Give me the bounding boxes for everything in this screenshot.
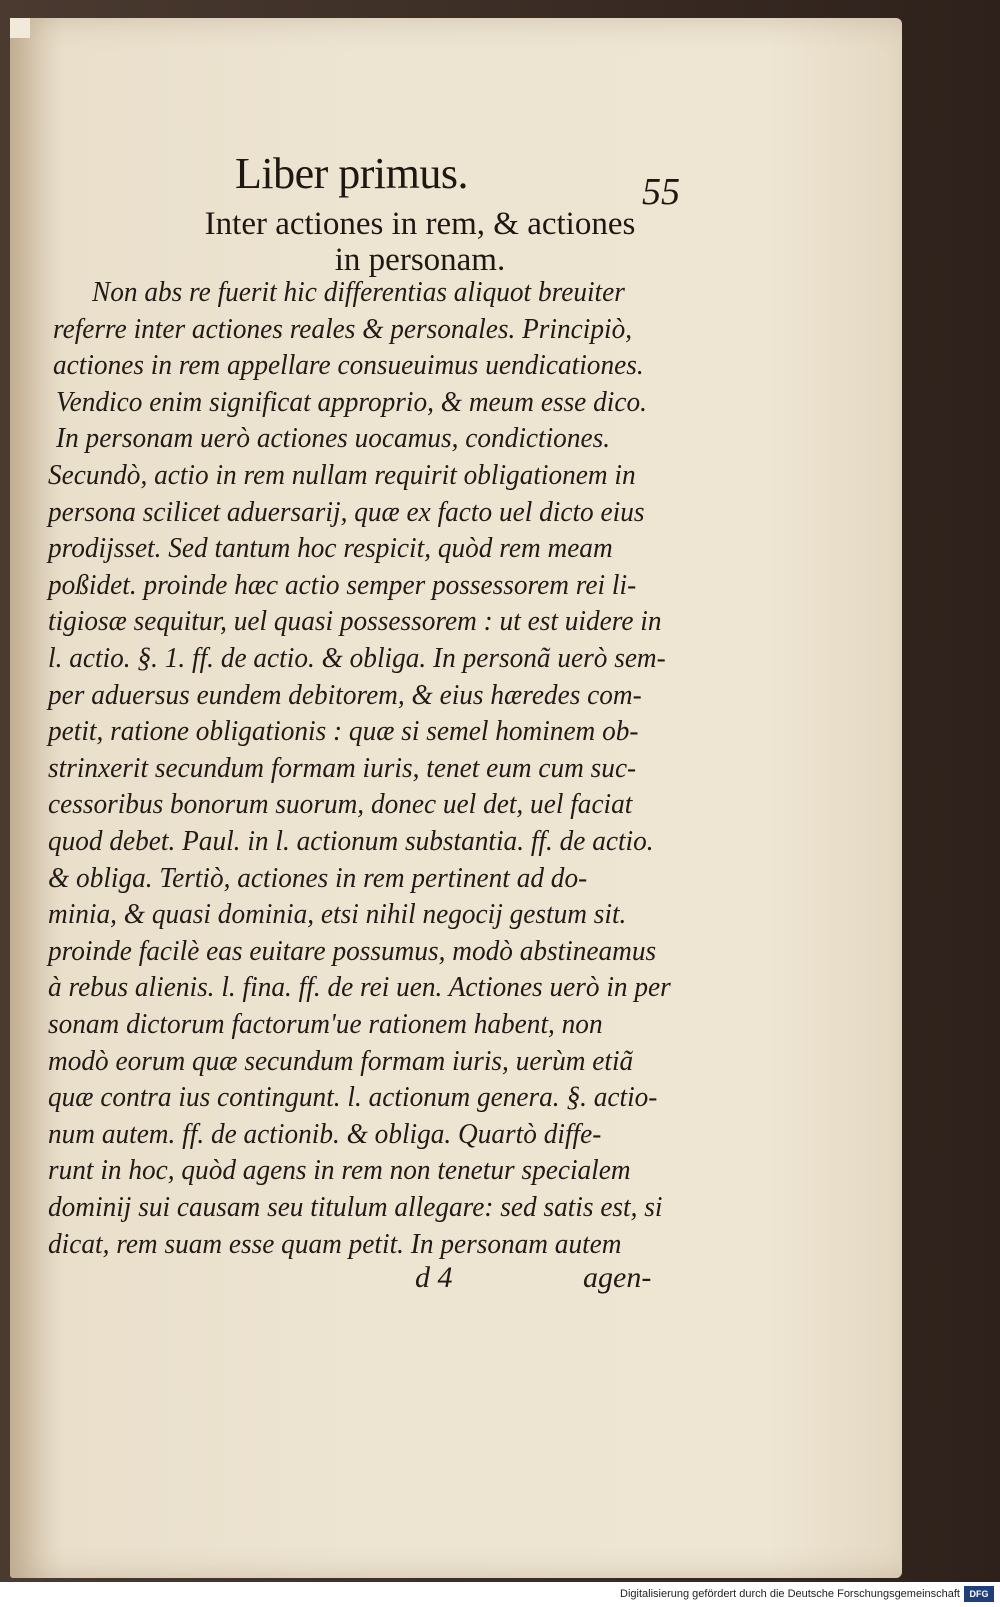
catchword: agen- [583, 1261, 652, 1294]
text-line: Non abs re fuerit hic differentias aliquot breuiter [92, 276, 625, 308]
text-line: dominij sui causam seu titulum allegare: sed satis est, si [48, 1191, 663, 1223]
text-line: In personam uerò actiones uocamus, condictiones. [56, 422, 611, 455]
text-line: prodijsset. Sed tantum hoc respicit, quòd rem meam [48, 532, 613, 565]
text-line: persona scilicet aduersarij, quæ ex facto uel dicto eius [48, 495, 645, 528]
text-line: l. actio. §. 1. ff. de actio. & obliga. In personã uerò sem- [48, 642, 666, 674]
section-heading-line1: Inter actiones in rem, & actiones [204, 206, 636, 242]
text-line: à rebus alienis. l. fina. ff. de rei uen. Actiones uerò in per [48, 971, 671, 1004]
book-page [10, 18, 902, 1578]
dfg-logo: DFG [964, 1586, 994, 1602]
text-line: num autem. ff. de actionib. & obliga. Quartò diffe- [48, 1117, 602, 1150]
text-line: Secundò, actio in rem nullam requirit obligationem in [48, 459, 636, 491]
text-line: quæ contra ius contingunt. l. actionum genera. §. actio- [48, 1081, 658, 1114]
section-heading-line2: in personam. [334, 242, 506, 278]
text-line: tigiosæ sequitur, uel quasi possessorem : ut est uidere in [48, 605, 662, 638]
text-line: strinxerit secundum formam iuris, tenet eum cum suc- [48, 751, 637, 784]
text-line: referre inter actiones reales & personales. Principiò, [53, 312, 633, 345]
folio-number: 55 [642, 171, 680, 213]
text-line: modò eorum quæ secundum formam iuris, uerùm etiã [48, 1044, 634, 1077]
text-line: Vendico enim significat approprio, & meum esse dico. [56, 385, 647, 418]
text-line: quod debet. Paul. in l. actionum substantia. ff. de actio. [48, 825, 654, 857]
footer-bar [0, 1582, 1000, 1607]
running-head: Liber primus. [235, 149, 469, 198]
text-line: minia, & quasi dominia, etsi nihil negocij gestum sit. [48, 898, 627, 931]
text-line: & obliga. Tertiò, actiones in rem pertinent ad do- [48, 861, 588, 894]
text-line: proinde facilè eas euitare possumus, modò abstineamus [48, 934, 657, 967]
text-line: actiones in rem appellare consueuimus uendicationes. [53, 349, 644, 382]
page-corner [10, 18, 30, 38]
text-line: dicat, rem suam esse quam petit. In personam autem [48, 1227, 622, 1260]
text-line: runt in hoc, quòd agens in rem non tenetur specialem [48, 1154, 631, 1187]
text-line: cessoribus bonorum suorum, donec uel det, uel faciat [48, 788, 633, 821]
text-line: sonam dictorum factorum'ue rationem habent, non [48, 1008, 603, 1040]
footer-credit: Digitalisierung gefördert durch die Deutsche Forschungsgemeinschaft [620, 1588, 960, 1600]
signature-mark: d 4 [415, 1261, 453, 1294]
text-line: petit, ratione obligationis : quæ si semel hominem ob- [48, 715, 639, 748]
text-line: poßidet. proinde hæc actio semper possessorem rei li- [48, 568, 637, 601]
text-line: per aduersus eundem debitorem, & eius hæredes com- [48, 678, 642, 711]
